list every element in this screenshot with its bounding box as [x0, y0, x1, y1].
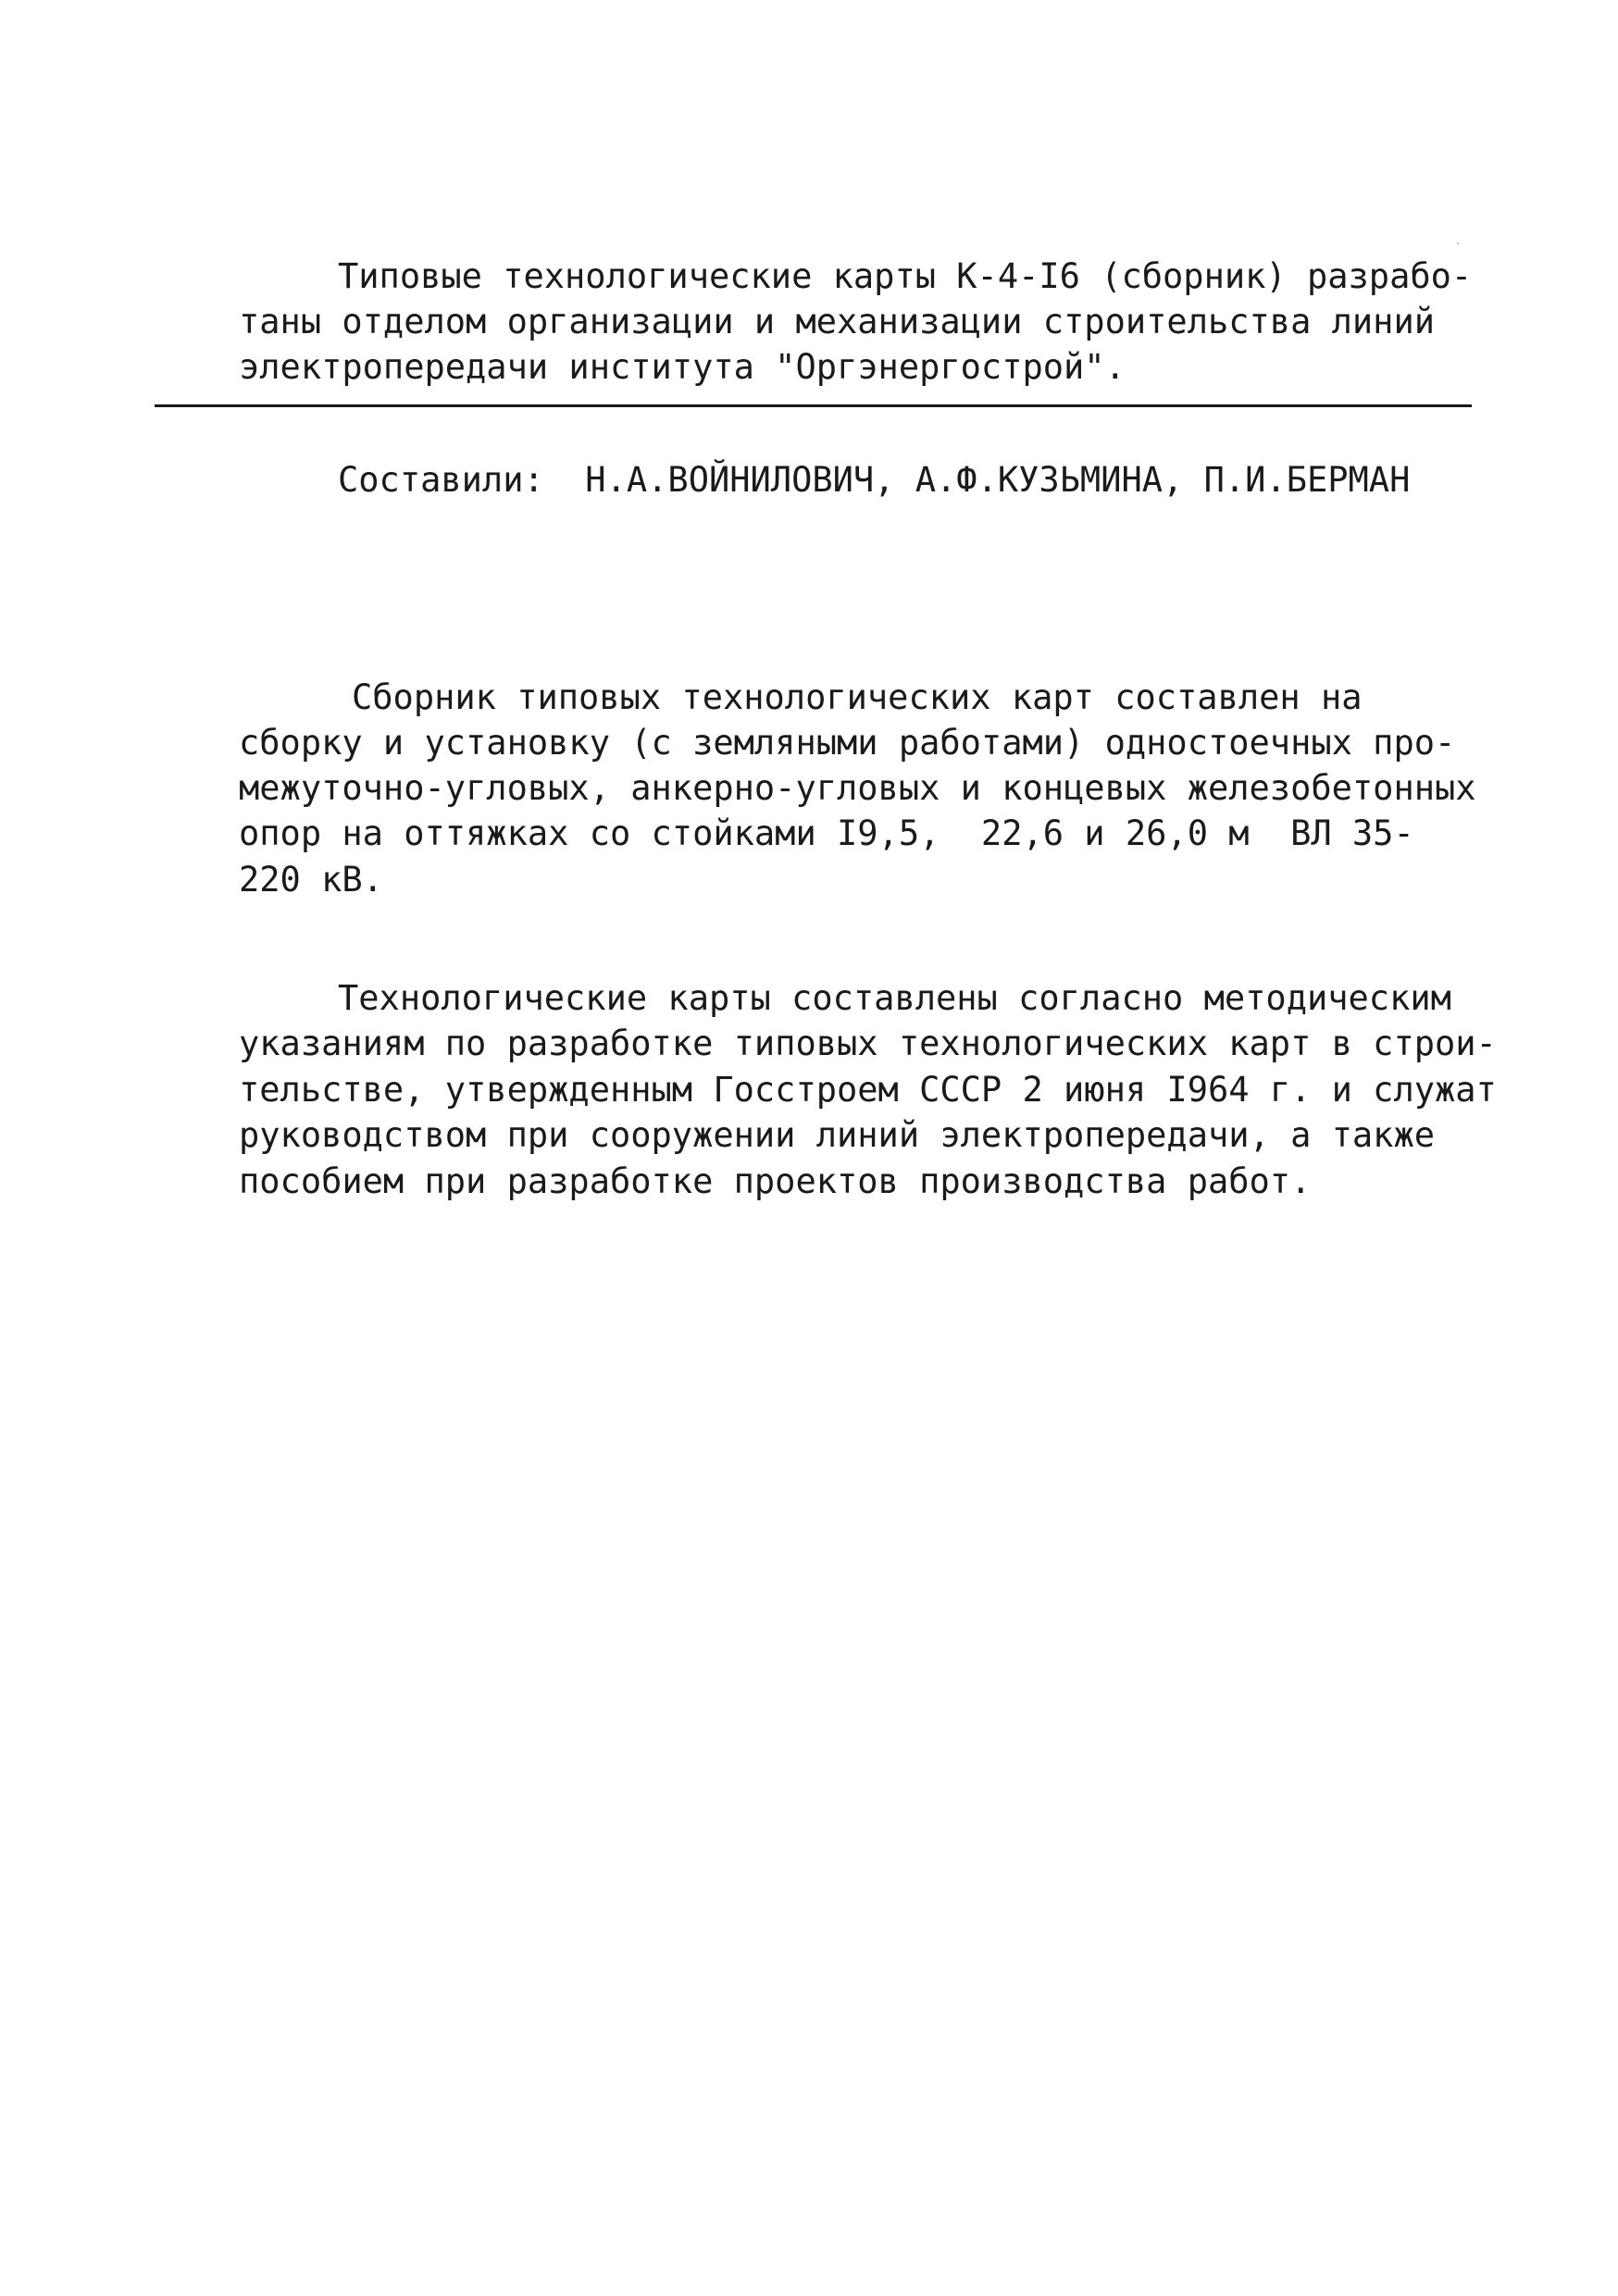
credits-line-1: Типовые технологические карты К-4-I6 (сборник) разрабо- [338, 256, 1473, 296]
methodology-line-2: указаниям по разработке типовых технологических карт в строи- [239, 1024, 1497, 1063]
horizontal-divider [155, 404, 1472, 407]
methodology-line-1: Технологические карты составлены согласно методическим [338, 978, 1451, 1018]
scope-line-5: 220 кВ. [239, 860, 383, 900]
scope-line-4: опор на оттяжках со стойками I9,5, 22,6 и 26,0 м ВЛ 35- [239, 813, 1414, 853]
methodology-line-4: руководством при сооружении линий электропередачи, а также [239, 1115, 1436, 1155]
authors-line: Составили: Н.А.ВОЙНИЛОВИЧ, А.Ф.КУЗЬМИНА, П.И.БЕРМАН [338, 460, 1411, 500]
scope-line-1: Сборник типовых технологических карт составлен на [352, 677, 1363, 717]
scan-speck [1457, 242, 1459, 244]
scope-line-3: межуточно-угловых, анкерно-угловых и концевых железобетонных [239, 768, 1476, 808]
methodology-line-3: тельстве, утвержденным Госстроем СССР 2 июня I964 г. и служат [239, 1070, 1497, 1110]
credits-line-3: электропередачи института "Оргэнергострой". [239, 347, 1126, 387]
credits-line-2: таны отделом организации и механизации строительства линий [239, 302, 1436, 341]
scope-line-2: сборку и установку (с земляными работами) одностоечных про- [239, 723, 1456, 763]
methodology-line-5: пособием при разработке проектов производства работ. [239, 1161, 1312, 1201]
